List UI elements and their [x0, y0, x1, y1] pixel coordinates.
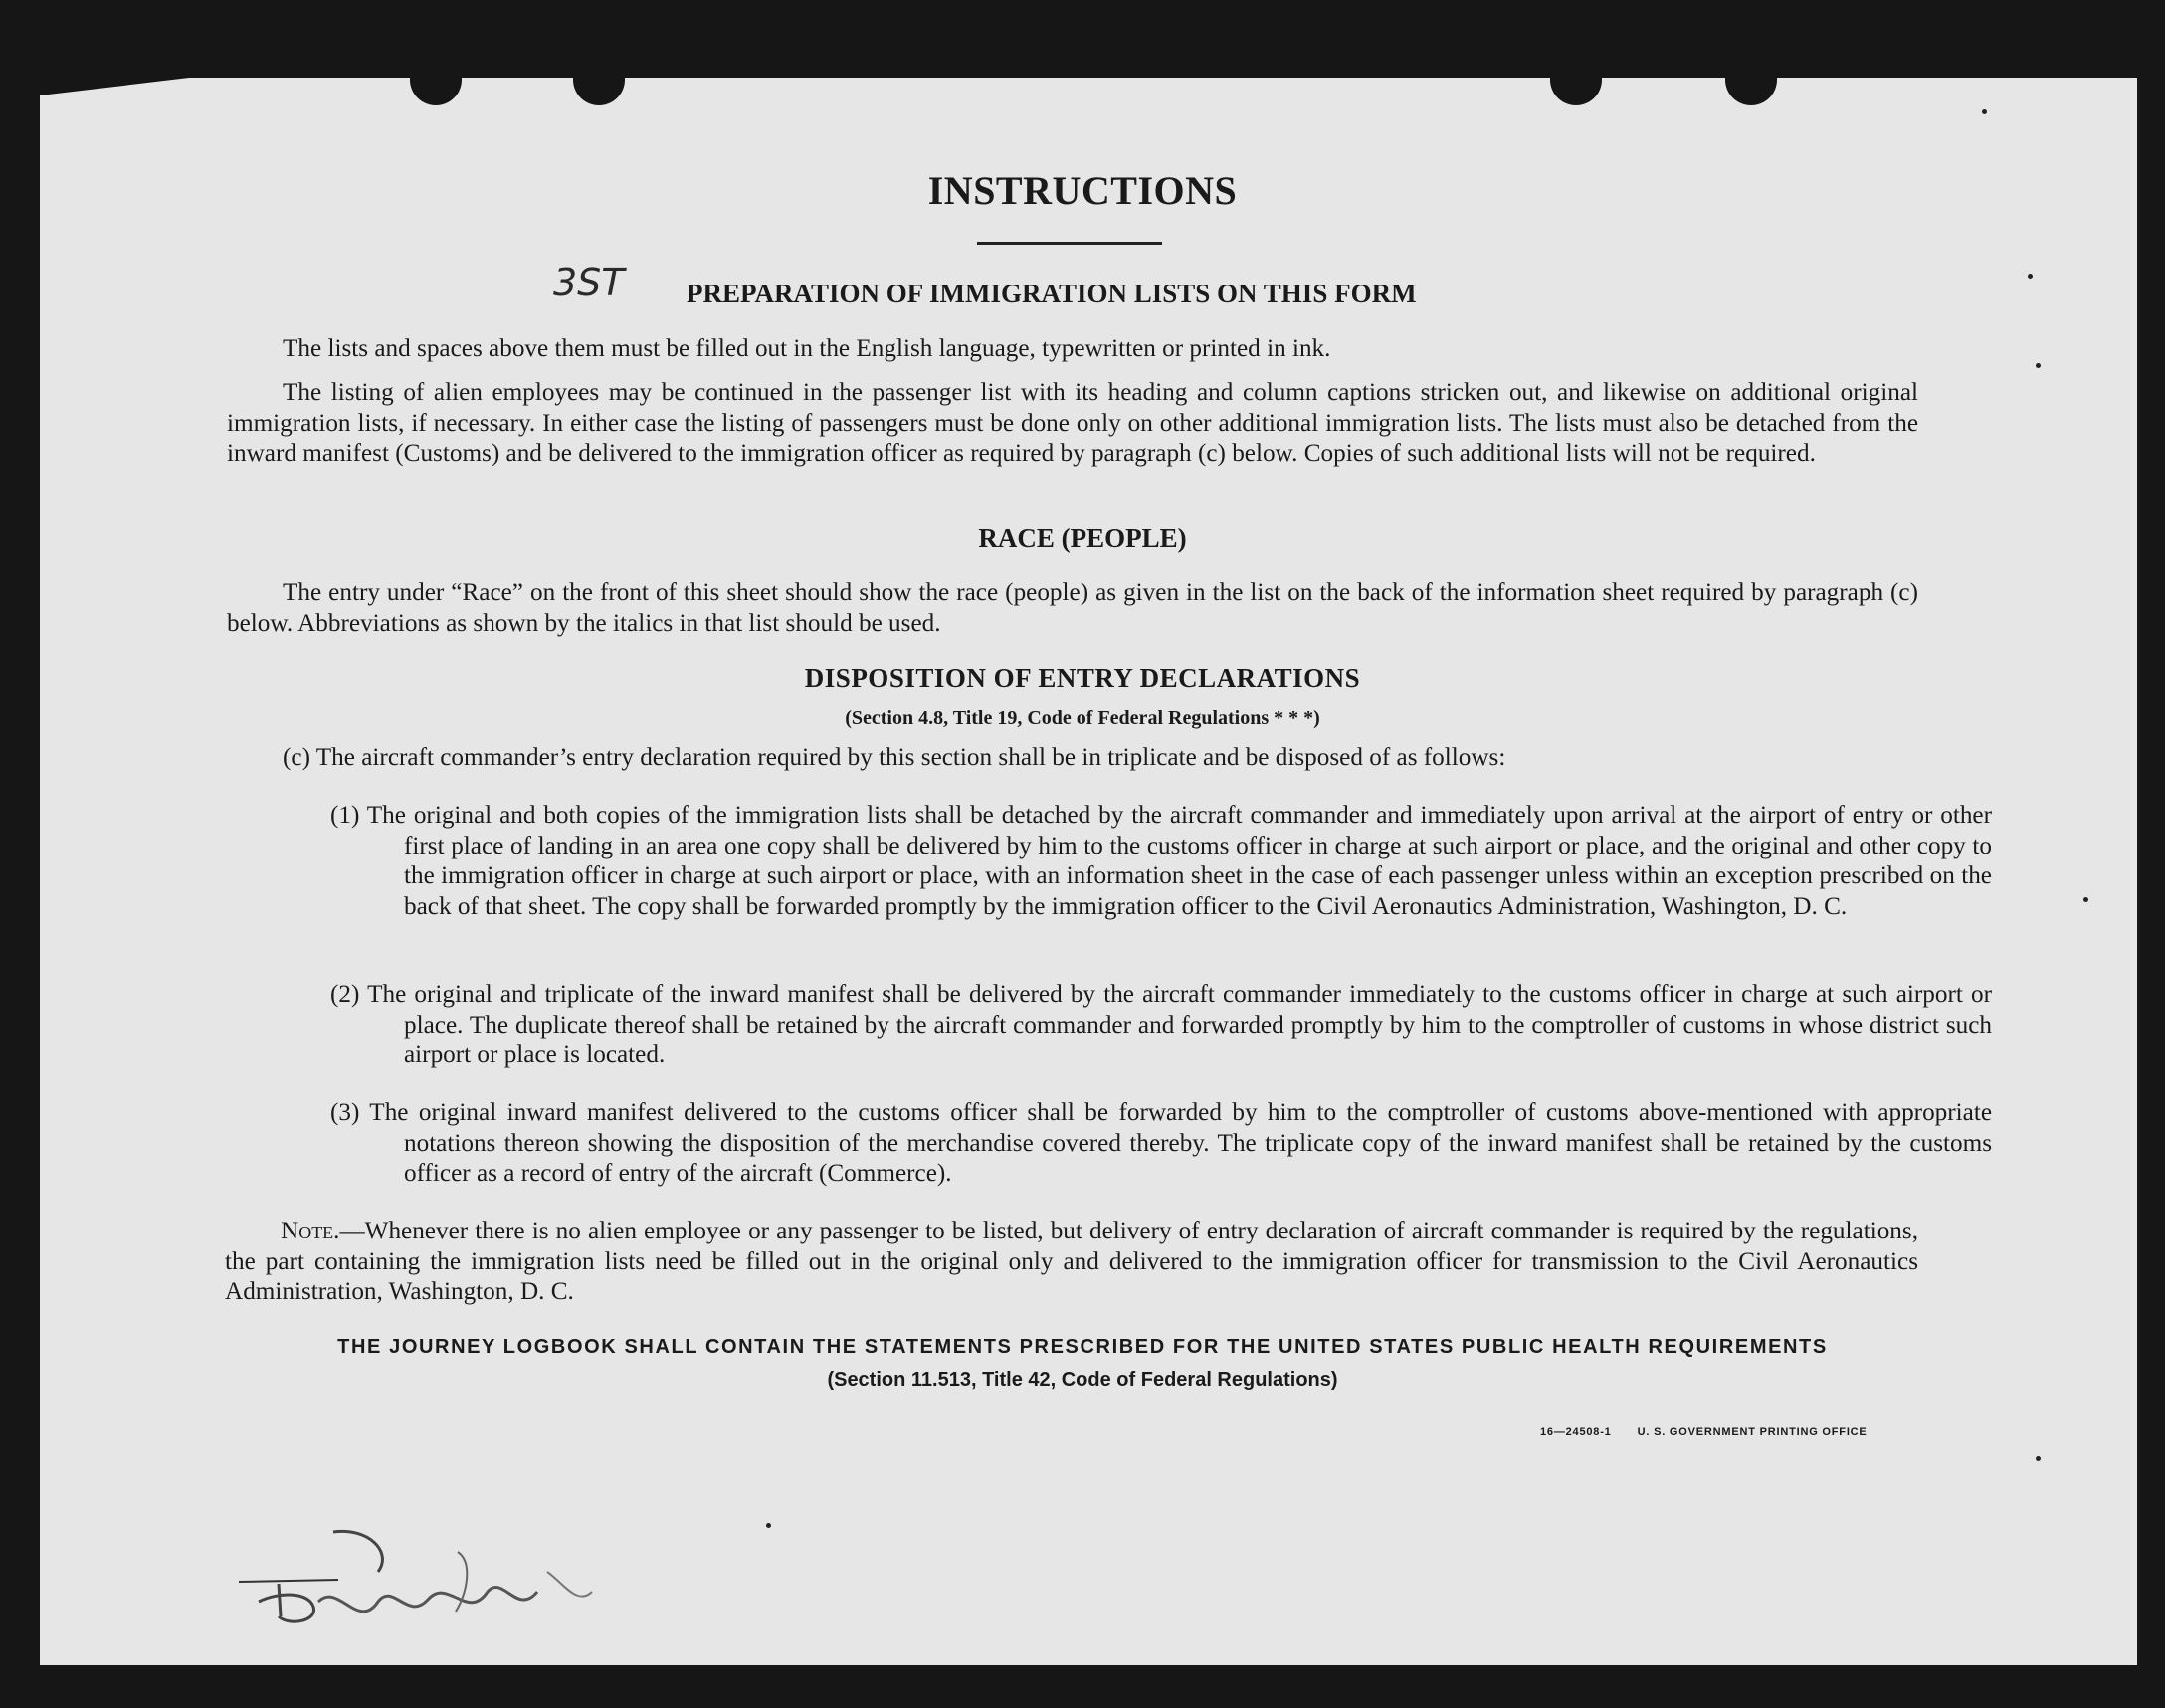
note-lead: Note.	[281, 1218, 340, 1244]
handwritten-signature	[219, 1522, 637, 1661]
preparation-paragraph-1: The lists and spaces above them must be filled out in the English language, typewritten or printed in ink.	[283, 335, 1331, 362]
disposition-intro: (c) The aircraft commander’s entry declaration required by this section shall be in triplicate and be disposed of as follows:	[283, 744, 1506, 771]
page-title: INSTRUCTIONS	[927, 168, 1238, 213]
disposition-subheading: (Section 4.8, Title 19, Code of Federal Regulations * * *)	[845, 707, 1320, 729]
note-text: —Whenever there is no alien employee or any passenger to be listed, but delivery of entry declaration of aircraft commander is required by the regulations, the part containing the immigration lists need be filled out in the original only and delivered to the immigration officer for transmission to the Civil Aeronautics Administration, Washington, D. C.	[225, 1218, 1918, 1305]
title-divider	[977, 242, 1162, 245]
disposition-item-3: (3) The original inward manifest delivered to the customs officer shall be forwarded by him to the comptroller of customs above-mentioned with appropriate notations thereon showing the disposition of the merchandise covered thereby. The triplicate copy of the inward manifest shall be retained by the customs officer as a record of entry of the aircraft (Commerce).	[330, 1099, 1992, 1187]
speck	[2083, 897, 2088, 902]
journey-logbook-citation: (Section 11.513, Title 42, Code of Federal Regulations)	[827, 1369, 1338, 1391]
speck	[2036, 1456, 2041, 1461]
speck	[2028, 274, 2033, 279]
printer-name: U. S. GOVERNMENT PRINTING OFFICE	[1637, 1426, 1868, 1438]
handwritten-number: 3ST	[553, 261, 625, 304]
speck	[2036, 363, 2041, 368]
speck	[766, 1523, 771, 1528]
preparation-paragraph-2: The listing of alien employees may be continued in the passenger list with its heading and column captions stricken out, and likewise on additional original immigration lists, if necessary. In either case the listing of passengers must be done only on other additional immigration lists. The lists must also be detached from the inward manifest (Customs) and be delivered to the immigration officer as required by paragraph (c) below. Copies of such additional lists will not be required.	[227, 379, 1918, 467]
note-paragraph	[225, 1217, 1918, 1308]
journey-logbook-notice: THE JOURNEY LOGBOOK SHALL CONTAIN THE STATEMENTS PRESCRIBED FOR THE UNITED STATES PUBLIC HEALTH REQUIREMENTS	[337, 1336, 1828, 1358]
disposition-item-1: (1) The original and both copies of the immigration lists shall be detached by the aircraft commander and immediately upon arrival at the airport of entry or other first place of landing in an area one copy shall be delivered by him to the customs officer in charge at such airport or place, and the original and other copy to the immigration officer in charge at such airport or place, with an information sheet in the case of each passenger unless within an exception prescribed on the back of that sheet. The copy shall be forwarded promptly by the immigration officer to the Civil Aeronautics Administration, Washington, D. C.	[330, 802, 1992, 920]
speck	[1982, 109, 1987, 114]
race-paragraph: The entry under “Race” on the front of this sheet should show the race (people) as given in the list on the back of the information sheet required by paragraph (c) below. Abbreviations as shown by the italics in that list should be used.	[227, 579, 1918, 637]
printer-imprint	[1540, 1426, 1893, 1438]
disposition-item-2: (2) The original and triplicate of the inward manifest shall be delivered by the aircraft commander immediately to the customs officer in charge at such airport or place. The duplicate thereof shall be retained by the aircraft commander and forwarded promptly by him to the comptroller of customs in whose district such airport or place is located.	[330, 981, 1992, 1068]
disposition-heading: DISPOSITION OF ENTRY DECLARATIONS	[804, 664, 1361, 693]
preparation-heading: PREPARATION OF IMMIGRATION LISTS ON THIS FORM	[687, 279, 1417, 308]
race-heading: RACE (PEOPLE)	[978, 523, 1187, 553]
form-number: 16—24508-1	[1540, 1426, 1612, 1438]
